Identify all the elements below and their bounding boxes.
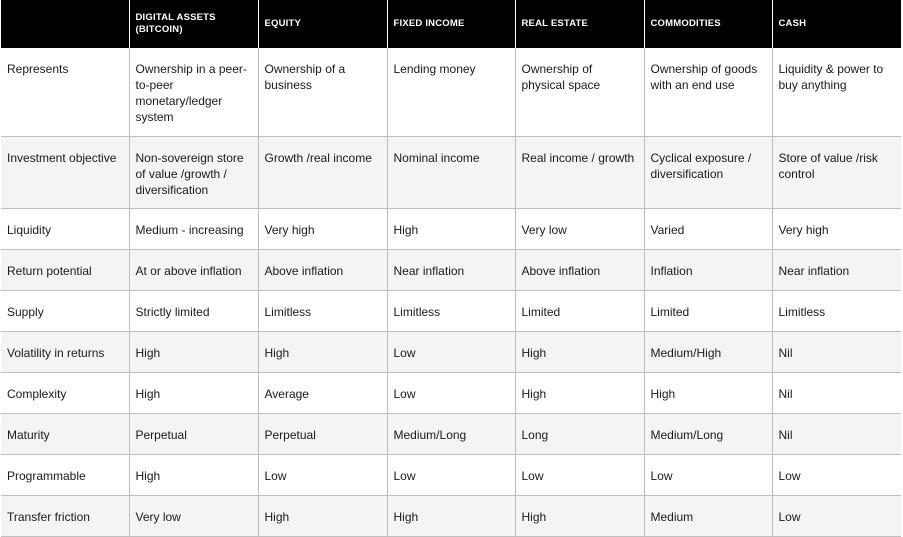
table-cell: Very low	[129, 496, 258, 537]
table-cell: Limitless	[387, 291, 515, 332]
header-equity: EQUITY	[258, 0, 387, 48]
header-cash: CASH	[772, 0, 901, 48]
table-cell: Ownership of goods with an end use	[644, 48, 772, 137]
table-cell: Very high	[258, 209, 387, 250]
table-cell: Strictly limited	[129, 291, 258, 332]
header-fixed-income: FIXED INCOME	[387, 0, 515, 48]
table-row	[1, 332, 901, 373]
table-cell: Low	[644, 455, 772, 496]
row-label: Represents	[1, 48, 129, 137]
table-cell: Store of value /risk control	[772, 137, 901, 209]
table-cell: Medium - increasing	[129, 209, 258, 250]
table-cell: Above inflation	[515, 250, 644, 291]
table-cell: Low	[387, 455, 515, 496]
row-label: Liquidity	[1, 209, 129, 250]
table-row	[1, 414, 901, 455]
table-cell: Limitless	[258, 291, 387, 332]
header-commodities: COMMODITIES	[644, 0, 772, 48]
row-label: Investment objective	[1, 137, 129, 209]
table-cell: Long	[515, 414, 644, 455]
row-label: Return potential	[1, 250, 129, 291]
table-cell: High	[387, 209, 515, 250]
row-label: Programmable	[1, 455, 129, 496]
table-cell: Nominal income	[387, 137, 515, 209]
table-cell: Limited	[644, 291, 772, 332]
table-cell: Low	[387, 332, 515, 373]
table-cell: Near inflation	[772, 250, 901, 291]
table-cell: High	[387, 496, 515, 537]
header-real-estate: REAL ESTATE	[515, 0, 644, 48]
table-cell: Very high	[772, 209, 901, 250]
table-cell: Non-sovereign store of value /growth / diversification	[129, 137, 258, 209]
table-cell: High	[258, 496, 387, 537]
table-cell: Inflation	[644, 250, 772, 291]
table-cell: Medium/High	[644, 332, 772, 373]
table-cell: Low	[387, 373, 515, 414]
table-cell: Perpetual	[258, 414, 387, 455]
header-attribute	[1, 0, 129, 48]
table-cell: Low	[515, 455, 644, 496]
table-cell: Medium	[644, 496, 772, 537]
table-cell: Nil	[772, 332, 901, 373]
table-row	[1, 209, 901, 250]
asset-comparison-table	[1, 0, 901, 537]
table-cell: Ownership of a business	[258, 48, 387, 137]
table-cell: High	[515, 373, 644, 414]
table-row	[1, 291, 901, 332]
table-cell: High	[129, 332, 258, 373]
table-cell: Average	[258, 373, 387, 414]
header-row	[1, 0, 901, 48]
table-cell: Ownership in a peer-to-peer monetary/ledger system	[129, 48, 258, 137]
table-cell: Medium/Long	[387, 414, 515, 455]
table-cell: Medium/Long	[644, 414, 772, 455]
row-label: Maturity	[1, 414, 129, 455]
table-row	[1, 373, 901, 414]
table-cell: Varied	[644, 209, 772, 250]
table-cell: High	[129, 455, 258, 496]
table-row	[1, 496, 901, 537]
table-cell: Nil	[772, 373, 901, 414]
header-digital-assets: DIGITAL ASSETS (BITCOIN)	[129, 0, 258, 48]
table-row	[1, 455, 901, 496]
table-cell: Liquidity & power to buy anything	[772, 48, 901, 137]
table-cell: High	[129, 373, 258, 414]
table-cell: Above inflation	[258, 250, 387, 291]
table-cell: High	[515, 332, 644, 373]
table-cell: Low	[772, 496, 901, 537]
table-cell: High	[515, 496, 644, 537]
table-cell: Lending money	[387, 48, 515, 137]
table-cell: Very low	[515, 209, 644, 250]
table-cell: Low	[258, 455, 387, 496]
table-cell: Near inflation	[387, 250, 515, 291]
table-cell: Cyclical exposure / diversification	[644, 137, 772, 209]
table-cell: Ownership of physical space	[515, 48, 644, 137]
table-cell: Limited	[515, 291, 644, 332]
table-cell: Nil	[772, 414, 901, 455]
row-label: Volatility in returns	[1, 332, 129, 373]
table-cell: Low	[772, 455, 901, 496]
table-cell: High	[644, 373, 772, 414]
row-label: Complexity	[1, 373, 129, 414]
table-row	[1, 48, 901, 137]
table-cell: High	[258, 332, 387, 373]
table-cell: Limitless	[772, 291, 901, 332]
table-row	[1, 137, 901, 209]
table-cell: Growth /real income	[258, 137, 387, 209]
row-label: Supply	[1, 291, 129, 332]
table-cell: Perpetual	[129, 414, 258, 455]
table-cell: At or above inflation	[129, 250, 258, 291]
row-label: Transfer friction	[1, 496, 129, 537]
table-row	[1, 250, 901, 291]
table-cell: Real income / growth	[515, 137, 644, 209]
